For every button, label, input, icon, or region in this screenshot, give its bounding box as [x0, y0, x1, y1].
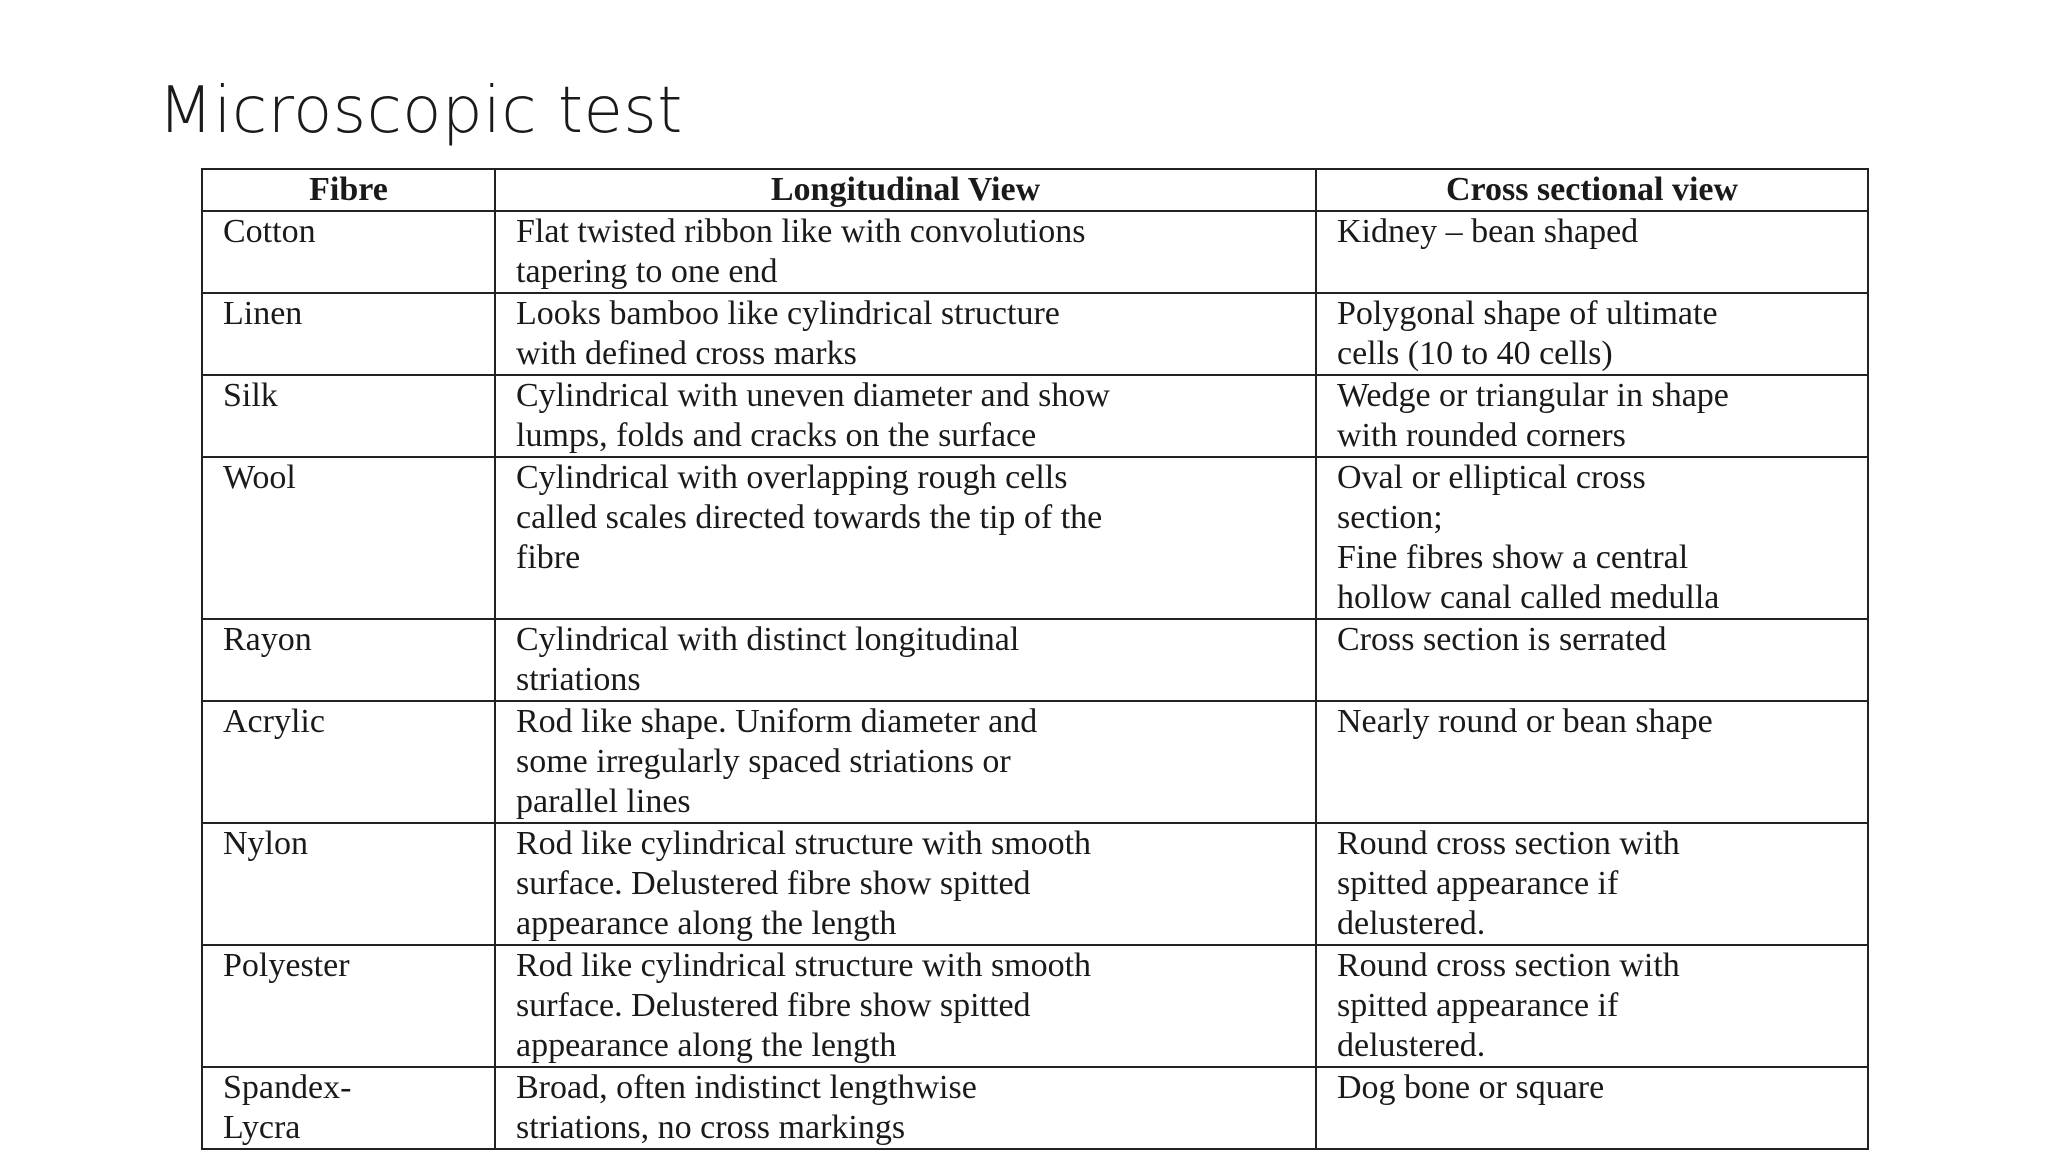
cross-sectional-view: Oval or elliptical cross section; Fine fibres show a central hollow canal called medulla	[1316, 457, 1868, 619]
fibre-name: Cotton	[202, 211, 495, 293]
longitudinal-view: Cylindrical with uneven diameter and show lumps, folds and cracks on the surface	[495, 375, 1316, 457]
table-row	[202, 293, 1868, 375]
fibre-table-container	[201, 168, 1867, 1150]
table-header-row	[202, 169, 1868, 211]
cross-sectional-view: Cross section is serrated	[1316, 619, 1868, 701]
table-row	[202, 701, 1868, 823]
longitudinal-view: Rod like cylindrical structure with smooth surface. Delustered fibre show spitted appearance along the length	[495, 945, 1316, 1067]
table-row	[202, 211, 1868, 293]
fibre-name: Linen	[202, 293, 495, 375]
longitudinal-view: Broad, often indistinct lengthwise striations, no cross markings	[495, 1067, 1316, 1149]
slide-title: Microscopic test	[158, 74, 683, 148]
fibre-name: Polyester	[202, 945, 495, 1067]
longitudinal-view: Flat twisted ribbon like with convolutions tapering to one end	[495, 211, 1316, 293]
fibre-name: Nylon	[202, 823, 495, 945]
header-longitudinal-view: Longitudinal View	[495, 169, 1316, 211]
longitudinal-view: Rod like shape. Uniform diameter and some irregularly spaced striations or parallel lines	[495, 701, 1316, 823]
cross-sectional-view: Round cross section with spitted appearance if delustered.	[1316, 945, 1868, 1067]
cross-sectional-view: Round cross section with spitted appearance if delustered.	[1316, 823, 1868, 945]
fibre-name: Silk	[202, 375, 495, 457]
cross-sectional-view: Dog bone or square	[1316, 1067, 1868, 1149]
cross-sectional-view: Kidney – bean shaped	[1316, 211, 1868, 293]
header-cross-sectional-view: Cross sectional view	[1316, 169, 1868, 211]
cross-sectional-view: Polygonal shape of ultimate cells (10 to 40 cells)	[1316, 293, 1868, 375]
fibre-name: Acrylic	[202, 701, 495, 823]
fibre-name: Wool	[202, 457, 495, 619]
table-row	[202, 1067, 1868, 1149]
table-row	[202, 619, 1868, 701]
header-fibre: Fibre	[202, 169, 495, 211]
longitudinal-view: Looks bamboo like cylindrical structure with defined cross marks	[495, 293, 1316, 375]
table-row	[202, 457, 1868, 619]
longitudinal-view: Cylindrical with distinct longitudinal striations	[495, 619, 1316, 701]
cross-sectional-view: Nearly round or bean shape	[1316, 701, 1868, 823]
fibre-name: Spandex- Lycra	[202, 1067, 495, 1149]
fibre-name: Rayon	[202, 619, 495, 701]
longitudinal-view: Cylindrical with overlapping rough cells called scales directed towards the tip of the fibre	[495, 457, 1316, 619]
longitudinal-view: Rod like cylindrical structure with smooth surface. Delustered fibre show spitted appearance along the length	[495, 823, 1316, 945]
table-row	[202, 823, 1868, 945]
table-row	[202, 375, 1868, 457]
fibre-microscopy-table	[201, 168, 1869, 1150]
table-row	[202, 945, 1868, 1067]
cross-sectional-view: Wedge or triangular in shape with rounded corners	[1316, 375, 1868, 457]
